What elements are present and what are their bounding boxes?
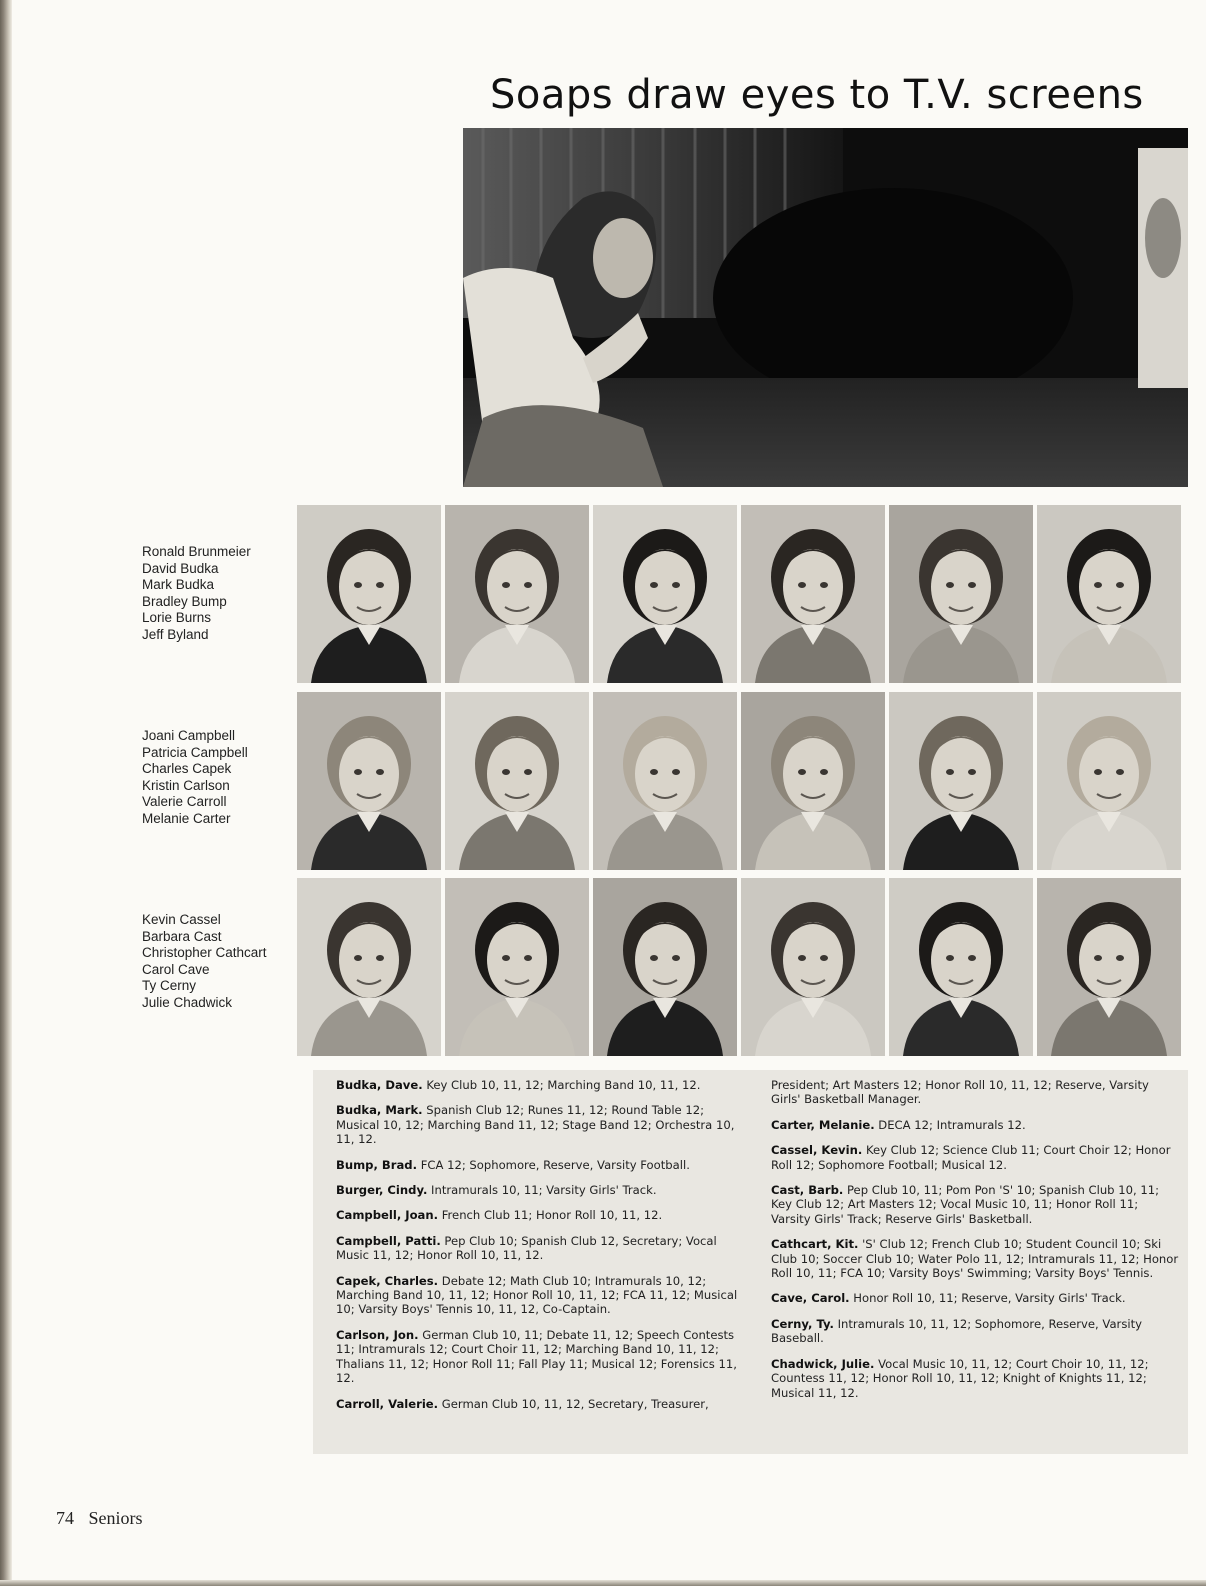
- activity-text: Vocal Music 10, 11, 12; Court Choir 10, 11, 12; Countess 11, 12; Honor Roll 10, 11, 12; Knight of Knights 11, 12; Musical 11, 12.: [771, 1356, 1149, 1400]
- portrait-photo: [593, 878, 737, 1056]
- portrait-photo: [741, 505, 885, 683]
- activity-student-name: Carroll, Valerie.: [336, 1396, 439, 1411]
- student-portrait: [593, 505, 737, 683]
- student-name: Kristin Carlson: [142, 777, 230, 793]
- name-list-row-1: [142, 544, 251, 644]
- activity-student-name: Carlson, Jon.: [336, 1327, 419, 1342]
- activity-student-name: Cassel, Kevin.: [771, 1143, 863, 1158]
- student-portrait: [1037, 878, 1181, 1056]
- activity-student-name: Bump, Brad.: [336, 1157, 417, 1172]
- student-name: Jeff Byland: [142, 626, 209, 642]
- student-portrait: [741, 878, 885, 1056]
- section-title: Seniors: [88, 1508, 143, 1528]
- activity-student-name: Carter, Melanie.: [771, 1117, 875, 1132]
- portrait-photo: [741, 692, 885, 870]
- activity-student-name: Cast, Barb.: [771, 1183, 844, 1198]
- activity-entry: [336, 1078, 746, 1092]
- activity-entry: [771, 1357, 1179, 1400]
- activity-entry: [336, 1397, 746, 1411]
- activities-column-right: [771, 1078, 1179, 1411]
- student-name: Patricia Campbell: [142, 744, 248, 760]
- portrait-photo: [1037, 505, 1181, 683]
- activity-text: President; Art Masters 12; Honor Roll 10, 11, 12; Reserve, Varsity Girls' Basketball Manager.: [771, 1078, 1149, 1107]
- activity-text: DECA 12; Intramurals 12.: [878, 1117, 1026, 1132]
- student-name: Carol Cave: [142, 961, 210, 977]
- student-portrait: [741, 692, 885, 870]
- activities-column-left: [336, 1078, 746, 1422]
- portrait-photo: [1037, 878, 1181, 1056]
- student-portrait: [1037, 692, 1181, 870]
- student-name: Valerie Carroll: [142, 794, 227, 810]
- tv-watching-photo: [463, 128, 1188, 487]
- activity-student-name: Capek, Charles.: [336, 1273, 439, 1288]
- portrait-photo: [889, 878, 1033, 1056]
- activity-entry: [336, 1158, 746, 1172]
- activity-text: 'S' Club 12; French Club 10; Student Council 10; Ski Club 10; Soccer Club 10; Water Polo 11, 12; Intramurals 11, 12; Honor Roll 10, 11; FCA 10; Varsity Boys' Swimming; Varsity Boys' Tennis.: [771, 1237, 1179, 1281]
- name-list-row-2: [142, 728, 248, 828]
- student-portrait: [297, 692, 441, 870]
- activity-entry: [336, 1234, 746, 1263]
- activity-text: German Club 10, 11; Debate 11, 12; Speech Contests 11; Intramurals 12; Court Choir 11, 12; Marching Band 10, 11, 12; Thalians 11, 12; Honor Roll 11; Fall Play 11; Musical 12; Forensics 11, 12.: [336, 1327, 737, 1386]
- activity-text: Key Club 10, 11, 12; Marching Band 10, 11, 12.: [426, 1078, 701, 1092]
- name-list-row-3: [142, 912, 267, 1012]
- portrait-photo: [593, 692, 737, 870]
- portrait-photo: [889, 692, 1033, 870]
- activity-text: Key Club 12; Science Club 11; Court Choir 12; Honor Roll 12; Sophomore Football; Musical 12.: [771, 1143, 1171, 1172]
- activity-student-name: Campbell, Patti.: [336, 1233, 441, 1248]
- activity-entry: [336, 1103, 746, 1146]
- student-name: Ronald Brunmeier: [142, 544, 251, 559]
- activity-text: Spanish Club 12; Runes 11, 12; Round Table 12; Musical 10, 12; Marching Band 11, 12; Stage Band 12; Orchestra 10, 11, 12.: [336, 1103, 735, 1147]
- portrait-photo: [297, 878, 441, 1056]
- student-name: David Budka: [142, 560, 219, 576]
- activity-text: Honor Roll 10, 11; Reserve, Varsity Girls' Track.: [853, 1291, 1126, 1306]
- student-portrait: [889, 505, 1033, 683]
- portrait-photo: [1037, 692, 1181, 870]
- feature-photo: [463, 128, 1188, 487]
- student-name: Joani Campbell: [142, 728, 236, 743]
- activity-text: Intramurals 10, 11, 12; Sophomore, Reserve, Varsity Baseball.: [771, 1316, 1142, 1346]
- activity-text: FCA 12; Sophomore, Reserve, Varsity Football.: [420, 1157, 690, 1172]
- activity-student-name: Budka, Mark.: [336, 1103, 423, 1118]
- activity-entry: [771, 1118, 1179, 1132]
- activity-text: French Club 11; Honor Roll 10, 11, 12.: [441, 1208, 663, 1223]
- portrait-photo: [593, 505, 737, 683]
- student-portrait: [1037, 505, 1181, 683]
- activity-student-name: Burger, Cindy.: [336, 1183, 428, 1198]
- student-name: Bradley Bump: [142, 593, 227, 609]
- student-name: Kevin Cassel: [142, 912, 221, 927]
- activity-student-name: Chadwick, Julie.: [771, 1356, 875, 1371]
- student-portrait: [445, 505, 589, 683]
- student-name: Melanie Carter: [142, 810, 231, 826]
- page-footer: [56, 1508, 143, 1529]
- activity-student-name: Budka, Dave.: [336, 1078, 423, 1092]
- portrait-photo: [889, 505, 1033, 683]
- activities-panel: [313, 1070, 1188, 1454]
- student-portrait: [445, 692, 589, 870]
- activity-entry: [771, 1291, 1179, 1305]
- book-spine-edge: [0, 0, 12, 1586]
- activity-entry: [336, 1183, 746, 1197]
- activity-entry: [771, 1183, 1179, 1226]
- student-portrait: [593, 878, 737, 1056]
- student-name: Christopher Cathcart: [142, 945, 267, 961]
- activity-student-name: Cave, Carol.: [771, 1291, 850, 1306]
- activity-student-name: Campbell, Joan.: [336, 1208, 439, 1223]
- portrait-photo: [741, 878, 885, 1056]
- activity-text: German Club 10, 11, 12, Secretary, Treasurer,: [441, 1396, 709, 1411]
- activity-entry: [336, 1328, 746, 1386]
- portrait-photo: [445, 878, 589, 1056]
- activity-entry: [336, 1208, 746, 1222]
- page-number: 74: [56, 1508, 74, 1528]
- activity-entry: [771, 1078, 1179, 1107]
- activity-student-name: Cathcart, Kit.: [771, 1237, 859, 1252]
- student-portrait: [297, 878, 441, 1056]
- headline: Soaps draw eyes to T.V. screens: [490, 72, 1144, 118]
- page-bottom-edge: [0, 1580, 1206, 1586]
- activity-entry: [771, 1143, 1179, 1172]
- activity-text: Pep Club 10, 11; Pom Pon 'S' 10; Spanish Club 10, 11; Key Club 12; Art Masters 12; Vocal Music 10, 11; Honor Roll 11; Varsity Girls' Track; Reserve Girls' Basketball.: [771, 1183, 1159, 1226]
- student-name: Lorie Burns: [142, 610, 212, 626]
- student-portrait: [445, 878, 589, 1056]
- student-portrait: [889, 692, 1033, 870]
- student-name: Mark Budka: [142, 577, 215, 593]
- portrait-photo: [445, 692, 589, 870]
- student-portrait: [593, 692, 737, 870]
- activity-entry: [771, 1237, 1179, 1280]
- student-name: Julie Chadwick: [142, 994, 233, 1010]
- activity-entry: [771, 1317, 1179, 1346]
- activity-text: Debate 12; Math Club 10; Intramurals 10, 12; Marching Band 10, 11, 12; Honor Roll 10, 11, 12; FCA 11, 12; Musical 10; Varsity Boys' Tennis 10, 11, 12, Co-Captain.: [336, 1273, 738, 1317]
- student-portrait: [889, 878, 1033, 1056]
- student-portrait: [741, 505, 885, 683]
- student-name: Ty Cerny: [142, 978, 197, 994]
- student-name: Barbara Cast: [142, 928, 222, 944]
- activity-text: Pep Club 10; Spanish Club 12, Secretary; Vocal Music 11, 12; Honor Roll 10, 11, 12.: [336, 1233, 717, 1263]
- student-name: Charles Capek: [142, 761, 232, 777]
- activity-student-name: Cerny, Ty.: [771, 1316, 834, 1331]
- activity-text: Intramurals 10, 11; Varsity Girls' Track.: [431, 1183, 657, 1198]
- student-portrait: [297, 505, 441, 683]
- portrait-photo: [297, 692, 441, 870]
- portrait-photo: [297, 505, 441, 683]
- portrait-photo: [445, 505, 589, 683]
- activity-entry: [336, 1274, 746, 1317]
